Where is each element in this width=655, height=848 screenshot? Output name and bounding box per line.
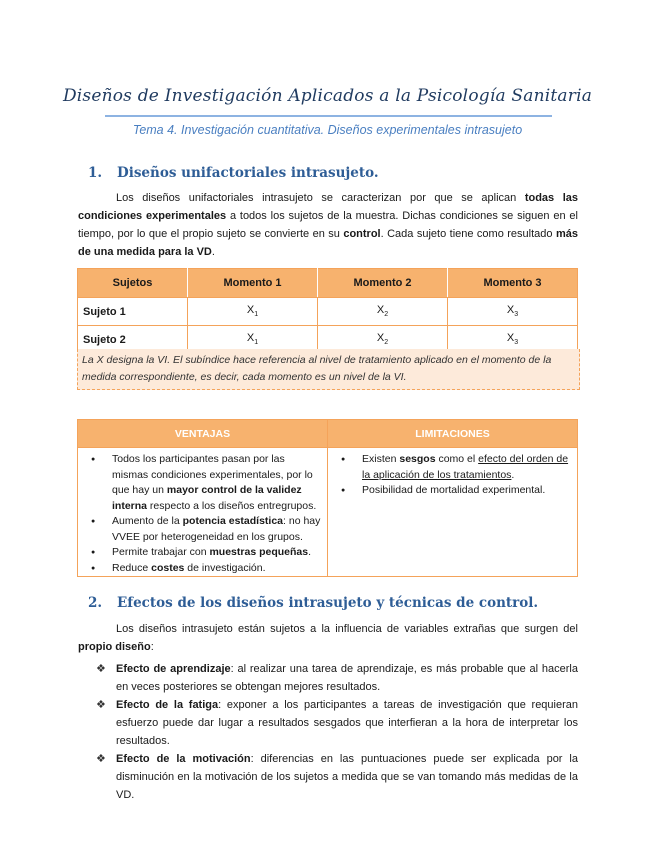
list-item: ● Existen sesgos como el efecto del orden de la aplicación de los tratamientos. [332, 452, 571, 483]
ventajas-cell [78, 448, 328, 577]
list-item: ● Permite trabajar con muestras pequeñas. [82, 545, 321, 561]
column-header: Sujetos [78, 269, 188, 298]
list-item: ● Reduce costes de investigación. [82, 561, 321, 577]
limitaciones-header: LIMITACIONES [328, 420, 578, 448]
section-2-title: Efectos de los diseños intrasujeto y técnicas de control. [117, 595, 539, 611]
column-header: Momento 2 [318, 269, 448, 298]
effects-list [96, 660, 578, 804]
section-1-number: 1. [88, 165, 103, 181]
column-header: Momento 3 [448, 269, 578, 298]
section-2-paragraph: Los diseños intrasujeto están sujetos a la influencia de variables extrañas que surgen del propio diseño: [78, 623, 578, 653]
table-row [78, 298, 578, 326]
row-subject: Sujeto 1 [78, 298, 188, 326]
list-item: ❖ Efecto de la fatiga: exponer a los participantes a tareas de investigación que requieran esfuerzo puede dar lugar a resultados sesgados que interfieran a la hora de interpretar los resultados. [96, 696, 578, 750]
table-header-row [78, 269, 578, 298]
table-cell: $X_1$ [188, 326, 318, 354]
diamond-bullet-icon: ❖ [96, 699, 106, 711]
section-1-paragraph: Los diseños unifactoriales intrasujeto se caracterizan por que se aplican todas las condiciones experimentales a todos los sujetos de la muestra. Dichas condiciones se siguen en el tiempo, por lo que el propio sujeto se convierte en su control. Cada sujeto tiene como resultado más de una medida para la VD. [78, 192, 578, 258]
list-item: ❖ Efecto de la motivación: diferencias en las puntuaciones puede ser explicada por la disminución en la motivación de los sujetos a medida que se van tomando más medidas de la VD. [96, 750, 578, 804]
limitaciones-list [332, 452, 571, 499]
row-subject: Sujeto 2 [78, 326, 188, 354]
diamond-bullet-icon: ❖ [96, 753, 106, 765]
section-1-title: Diseños unifactoriales intrasujeto. [117, 165, 379, 181]
list-item: ❖ Efecto de aprendizaje: al realizar una tarea de aprendizaje, es más probable que al hacerla en veces posteriores se obtengan mejores resultados. [96, 660, 578, 696]
table-cell: $X_2$ [318, 326, 448, 354]
document-subtitle: Tema 4. Investigación cuantitativa. Diseños experimentales intrasujeto [132, 123, 523, 137]
table-cell: $X_3$ [448, 326, 578, 354]
limitaciones-cell [328, 448, 578, 577]
table-cell: $X_1$ [188, 298, 318, 326]
section-2-number: 2. [88, 595, 103, 611]
table-note: La X designa la VI. El subíndice hace referencia al nivel de tratamiento aplicado en el momento de la medida correspondiente, es decir, cada momento es un nivel de la VI. [77, 349, 580, 390]
table-cell: $X_2$ [318, 298, 448, 326]
advantages-limitations-table [77, 419, 578, 577]
column-header: Momento 1 [188, 269, 318, 298]
document-title: Diseños de Investigación Aplicados a la Psicología Sanitaria [62, 86, 593, 106]
list-item: ● Posibilidad de mortalidad experimental. [332, 483, 571, 499]
section-2-heading [88, 595, 538, 611]
table-cell: $X_3$ [448, 298, 578, 326]
section-1-heading [88, 165, 379, 181]
list-item: ● Todos los participantes pasan por las mismas condiciones experimentales, por lo que hay un mayor control de la validez interna respecto a los diseños entregrupos. [82, 452, 321, 514]
diamond-bullet-icon: ❖ [96, 663, 106, 675]
header-divider [105, 115, 552, 117]
moments-table [77, 268, 578, 354]
ventajas-list [82, 452, 321, 576]
ventajas-header: VENTAJAS [78, 420, 328, 448]
list-item: ● Aumento de la potencia estadística: no hay VVEE por heterogeneidad en los grupos. [82, 514, 321, 545]
